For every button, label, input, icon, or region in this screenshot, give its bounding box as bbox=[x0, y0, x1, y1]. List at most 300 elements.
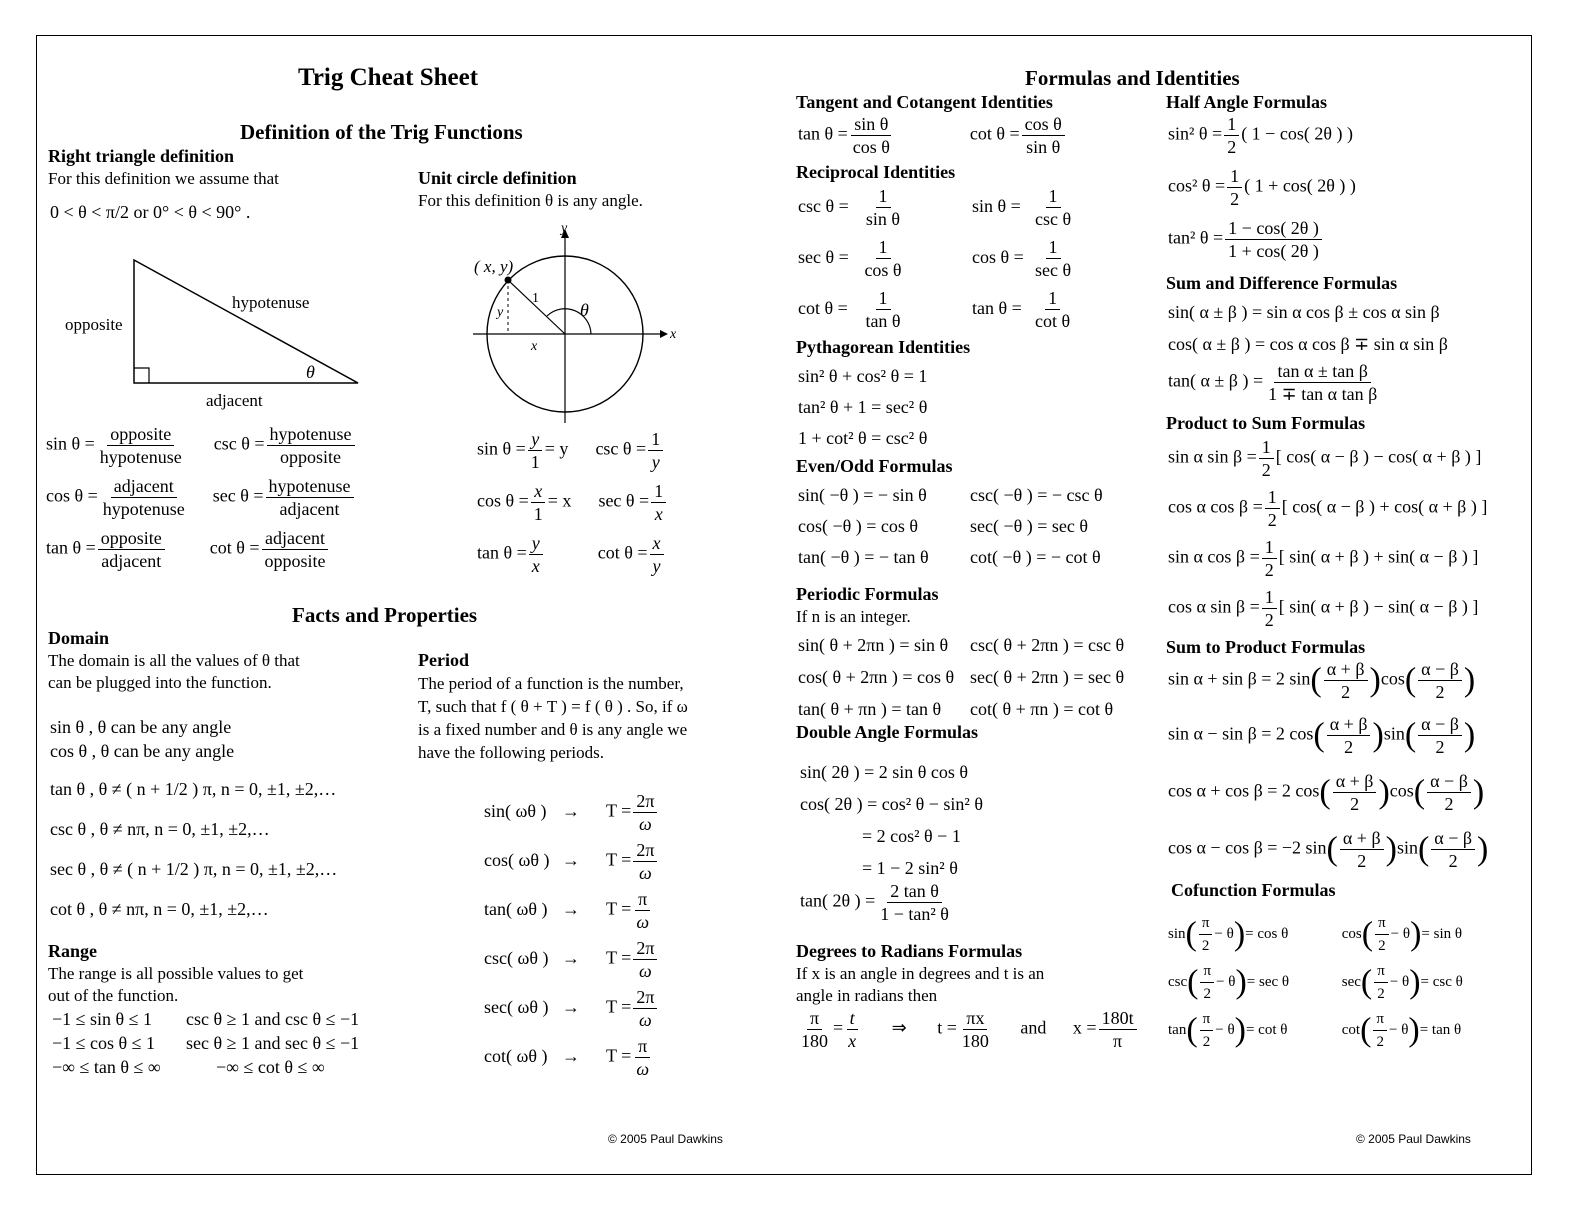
domain-list bbox=[50, 715, 337, 921]
denominator: π bbox=[1113, 1031, 1123, 1051]
periodic-row bbox=[798, 693, 1124, 725]
period-fn: csc( ωθ ) bbox=[484, 947, 549, 968]
fraction bbox=[1431, 827, 1475, 872]
fraction bbox=[97, 423, 185, 468]
numerator: 2 tan θ bbox=[887, 880, 942, 903]
period-row bbox=[484, 937, 659, 986]
period-row bbox=[484, 888, 659, 937]
deg-rad-text-line: If x is an angle in degrees and t is an bbox=[796, 964, 1045, 983]
fraction bbox=[100, 475, 188, 520]
denominator: csc θ bbox=[1035, 209, 1072, 229]
period-eq: T = bbox=[606, 800, 632, 821]
cofn-result: = csc θ bbox=[1420, 973, 1463, 990]
label-hypotenuse: hypotenuse bbox=[232, 293, 310, 312]
denominator: 2 bbox=[1357, 851, 1367, 871]
formula-right: csc( −θ ) = − csc θ bbox=[970, 485, 1103, 505]
ratio-fn: cot θ = bbox=[209, 537, 260, 558]
fraction bbox=[1374, 960, 1388, 1005]
pythagorean-row: sin² θ + cos² θ = 1 bbox=[798, 366, 928, 386]
formula-right: sec( −θ ) = sec θ bbox=[970, 516, 1089, 536]
sum-diff-row: sin( α ± β ) = sin α cos β ± cos α sin β bbox=[1168, 302, 1440, 322]
formula-left: t = bbox=[937, 1017, 957, 1038]
denominator: sec θ bbox=[1035, 260, 1072, 280]
range-row bbox=[52, 1055, 359, 1079]
fraction bbox=[1032, 236, 1074, 281]
even-odd-heading: Even/Odd Formulas bbox=[796, 456, 953, 476]
page-title: Trig Cheat Sheet bbox=[298, 64, 479, 91]
denominator: 2 bbox=[1267, 510, 1277, 530]
ratio-result: = x bbox=[547, 490, 572, 511]
arg-rest: − θ bbox=[1216, 973, 1236, 990]
fraction bbox=[1224, 113, 1239, 158]
formula-left: sin( θ + 2πn ) = sin θ bbox=[798, 635, 949, 655]
even-odd-row bbox=[798, 542, 1103, 573]
formula-left: sin² θ = bbox=[1168, 123, 1223, 144]
half-angle-row bbox=[1168, 113, 1356, 165]
identity-fn: tan θ = bbox=[972, 297, 1022, 318]
period-text bbox=[418, 672, 688, 764]
pythagorean-row: tan² θ + 1 = sec² θ bbox=[798, 397, 928, 417]
sum-diff-heading: Sum and Difference Formulas bbox=[1166, 273, 1398, 293]
numerator: 2π bbox=[633, 839, 657, 862]
equals: = bbox=[833, 1017, 844, 1038]
fraction bbox=[650, 532, 664, 577]
denominator: 2 bbox=[1202, 1034, 1211, 1050]
product-sum-row bbox=[1168, 436, 1487, 486]
fraction bbox=[1265, 486, 1280, 531]
fraction bbox=[850, 113, 893, 158]
numerator: 2π bbox=[633, 790, 657, 813]
numerator: adjacent bbox=[111, 475, 177, 498]
double-angle-list bbox=[800, 756, 983, 884]
cofn-result: = sin θ bbox=[1421, 925, 1463, 942]
period-eq: T = bbox=[606, 947, 632, 968]
fraction bbox=[1262, 536, 1277, 581]
unit-circle-heading: Unit circle definition bbox=[418, 168, 577, 188]
numerator: 1 bbox=[1046, 236, 1061, 259]
cofunction-row: csc( $\frac{\pi}{2}$ − θ)= sec θ sec( $\frac{\pi}{2}$ − θ)= csc θ bbox=[1168, 960, 1463, 1008]
domain-row: tan θ , θ ≠ ( n + 1/2 ) π, n = 0, ±1, ±2,… bbox=[50, 779, 337, 799]
denominator: 1 − tan² θ bbox=[880, 904, 949, 924]
numerator: π bbox=[1200, 1008, 1214, 1031]
sum-diff-row: cos( α ± β ) = cos α cos β ∓ sin α sin β bbox=[1168, 334, 1448, 354]
double-angle-row: = 1 − 2 sin² θ bbox=[862, 858, 958, 878]
cofunction-list bbox=[1168, 912, 1463, 1056]
sum-product-row: cos α + cos β = 2 cos( $\frac{\alpha + \beta}{2}$ )cos( $\frac{\alpha - \beta}{2}$ ) bbox=[1168, 771, 1485, 814]
formula-right: [ cos( α − β ) + cos( α + β ) ] bbox=[1281, 496, 1488, 517]
cofunction-heading: Cofunction Formulas bbox=[1171, 880, 1336, 900]
denominator: sin θ bbox=[1026, 137, 1061, 157]
unit-circle-ratios bbox=[477, 428, 668, 584]
ratio-row-tan bbox=[46, 527, 357, 579]
numerator: y bbox=[528, 428, 542, 451]
period-text-line: have the following periods. bbox=[418, 743, 605, 762]
deg-rad-text-line: angle in radians then bbox=[796, 986, 938, 1005]
numerator: α − β bbox=[1431, 827, 1475, 850]
denominator: 2 bbox=[1203, 986, 1212, 1002]
ratio-row-sin bbox=[46, 423, 357, 475]
half-angle-heading: Half Angle Formulas bbox=[1166, 92, 1327, 112]
cofn-left: sec bbox=[1341, 973, 1361, 990]
fraction bbox=[1333, 770, 1377, 815]
fraction bbox=[633, 986, 657, 1031]
denominator: x bbox=[654, 504, 663, 524]
denominator: y bbox=[652, 556, 661, 576]
domain-text bbox=[48, 650, 300, 694]
reciprocal-list bbox=[798, 185, 1076, 338]
identity-fn: cos θ = bbox=[972, 246, 1024, 267]
denominator: adjacent bbox=[101, 551, 162, 571]
sum-diff-list bbox=[1168, 296, 1448, 360]
numerator: π bbox=[1374, 960, 1388, 983]
range-right: sec θ ≥ 1 and sec θ ≤ −1 bbox=[186, 1033, 360, 1053]
arg-rest: − θ bbox=[1388, 1021, 1409, 1038]
denominator: 1 bbox=[530, 452, 540, 472]
formula-left: cos α + cos β = 2 cos bbox=[1168, 780, 1320, 801]
label-y-axis: y bbox=[561, 221, 568, 236]
product-sum-row bbox=[1168, 586, 1487, 636]
arrow-icon: → bbox=[562, 947, 580, 968]
periodic-text: If n is an integer. bbox=[796, 607, 911, 626]
formula-right: csc( θ + 2πn ) = csc θ bbox=[970, 635, 1125, 655]
fraction bbox=[1265, 360, 1380, 405]
ratio-fn: sin θ = bbox=[46, 433, 95, 454]
arg-rest: − θ bbox=[1215, 1021, 1235, 1038]
fraction bbox=[1373, 1008, 1387, 1053]
denominator: ω bbox=[636, 912, 650, 932]
sum-product-row: cos α − cos β = −2 sin( $\frac{\alpha + \beta}{2}$ )sin( $\frac{\alpha - \beta}{2}$ ) bbox=[1168, 828, 1489, 871]
numerator: π bbox=[1199, 912, 1213, 935]
cofunction-row: tan( $\frac{\pi}{2}$ − θ)= cot θ cot( $\frac{\pi}{2}$ − θ)= tan θ bbox=[1168, 1008, 1463, 1056]
numerator: π bbox=[807, 1007, 822, 1030]
numerator: opposite bbox=[107, 423, 174, 446]
numerator: π bbox=[635, 888, 650, 911]
denominator: opposite bbox=[280, 447, 342, 467]
fraction bbox=[529, 532, 543, 577]
x-axis-arrow bbox=[660, 330, 668, 338]
definitions-title: Definition of the Trig Functions bbox=[240, 120, 523, 144]
numerator: 1 bbox=[651, 480, 666, 503]
numerator: α − β bbox=[1418, 713, 1462, 736]
pythagorean-heading: Pythagorean Identities bbox=[796, 337, 971, 357]
fraction bbox=[1200, 1008, 1214, 1053]
formula-left: cos α sin β = bbox=[1168, 596, 1260, 617]
fraction bbox=[1324, 658, 1368, 703]
sum-product-row: sin α + sin β = 2 sin( $\frac{\alpha + \beta}{2}$ )cos( $\frac{\alpha - \beta}{2}$ ) bbox=[1168, 659, 1476, 702]
numerator: opposite bbox=[98, 527, 165, 550]
denominator: 2 bbox=[1377, 986, 1385, 1002]
numerator: π bbox=[1373, 1008, 1387, 1031]
arg-rest: − θ bbox=[1390, 925, 1411, 942]
range-left: −1 ≤ sin θ ≤ 1 bbox=[52, 1009, 153, 1029]
formula-right: [ sin( α + β ) + sin( α − β ) ] bbox=[1278, 546, 1479, 567]
fraction bbox=[633, 839, 657, 884]
period-fn: tan( ωθ ) bbox=[484, 898, 548, 919]
fraction bbox=[1418, 658, 1462, 703]
facts-title: Facts and Properties bbox=[292, 603, 478, 627]
denominator: 2 bbox=[1230, 189, 1240, 209]
period-eq: T = bbox=[606, 898, 632, 919]
fraction bbox=[858, 236, 908, 281]
numerator: α + β bbox=[1340, 827, 1384, 850]
domain-row: csc θ , θ ≠ nπ, n = 0, ±1, ±2,… bbox=[50, 819, 270, 839]
numerator: π bbox=[1375, 912, 1389, 935]
denominator: hypotenuse bbox=[102, 499, 185, 519]
denominator: ω bbox=[639, 1010, 652, 1030]
identity-fn: csc θ = bbox=[798, 195, 849, 216]
formula-mid: cos bbox=[1389, 780, 1414, 801]
formula-right: ( 1 + cos( 2θ ) ) bbox=[1244, 175, 1356, 196]
arg-rest: − θ bbox=[1214, 925, 1234, 942]
identity-fn: cot θ = bbox=[969, 123, 1020, 144]
period-row bbox=[484, 839, 659, 888]
label-theta: θ bbox=[306, 362, 315, 382]
domain-row: sec θ , θ ≠ ( n + 1/2 ) π, n = 0, ±1, ±2,… bbox=[50, 859, 338, 879]
denominator: tan θ bbox=[865, 311, 901, 331]
numerator: y bbox=[529, 532, 543, 555]
denominator: 180 bbox=[801, 1031, 828, 1051]
formula-right: sec( θ + 2πn ) = sec θ bbox=[970, 667, 1125, 687]
fraction bbox=[1032, 185, 1074, 230]
formula-mid: cos bbox=[1380, 668, 1405, 689]
right-triangle-ratios bbox=[46, 423, 357, 579]
range-left: −1 ≤ cos θ ≤ 1 bbox=[52, 1033, 156, 1053]
formula-right: [ cos( α − β ) − cos( α + β ) ] bbox=[1275, 446, 1482, 467]
denominator: 2 bbox=[1264, 610, 1274, 630]
ratio-fn: cos θ = bbox=[46, 485, 98, 506]
fraction bbox=[633, 1035, 652, 1080]
deg-rad-equation bbox=[796, 1007, 1139, 1052]
denominator: cos θ bbox=[864, 260, 902, 280]
label-y: y bbox=[497, 305, 504, 320]
period-fn: cos( ωθ ) bbox=[484, 849, 550, 870]
identity-fn: sin θ = bbox=[972, 195, 1021, 216]
periodic-row bbox=[798, 629, 1124, 661]
formula-right: [ sin( α + β ) − sin( α − β ) ] bbox=[1278, 596, 1479, 617]
numerator: t bbox=[847, 1007, 858, 1030]
range-text-line: out of the function. bbox=[48, 986, 179, 1005]
period-eq: T = bbox=[606, 1045, 632, 1066]
domain-row: sin θ , θ can be any angle bbox=[50, 717, 232, 737]
fraction bbox=[1099, 1007, 1137, 1052]
ratio-fn: cos θ = bbox=[477, 490, 529, 511]
fraction bbox=[1327, 713, 1371, 758]
double-angle-tan bbox=[800, 880, 954, 925]
ratio-row-cos bbox=[46, 475, 357, 527]
formulas-title: Formulas and Identities bbox=[1025, 66, 1240, 90]
range-heading: Range bbox=[48, 941, 97, 961]
and-text: and bbox=[1020, 1017, 1047, 1038]
period-heading: Period bbox=[418, 650, 469, 670]
cofn-left: csc bbox=[1168, 973, 1188, 990]
range-text bbox=[48, 963, 303, 1007]
even-odd-row bbox=[798, 480, 1103, 511]
period-fn: sec( ωθ ) bbox=[484, 996, 549, 1017]
right-triangle-diagram bbox=[60, 250, 380, 420]
formula-left: cos α cos β = bbox=[1168, 496, 1263, 517]
fraction bbox=[267, 423, 355, 468]
denominator: ω bbox=[639, 863, 652, 883]
fraction bbox=[1427, 770, 1471, 815]
denominator: ω bbox=[639, 814, 652, 834]
periodic-list bbox=[798, 629, 1124, 725]
period-fn: sin( ωθ ) bbox=[484, 800, 547, 821]
range-left: −∞ ≤ tan θ ≤ ∞ bbox=[52, 1057, 161, 1077]
product-sum-list bbox=[1168, 436, 1487, 636]
numerator: 1 bbox=[1265, 486, 1280, 509]
half-angle-list bbox=[1168, 113, 1356, 262]
tan-cot-heading: Tangent and Cotangent Identities bbox=[796, 92, 1053, 112]
cofn-result: = cos θ bbox=[1245, 925, 1289, 942]
ratio-fn: csc θ = bbox=[595, 438, 647, 459]
right-triangle-text: For this definition we assume that bbox=[48, 169, 279, 188]
denominator: adjacent bbox=[279, 499, 340, 519]
denominator: 2 bbox=[1444, 794, 1454, 814]
label-x-axis: x bbox=[670, 327, 677, 342]
fraction bbox=[633, 888, 652, 933]
fraction bbox=[531, 480, 546, 525]
domain-row: cot θ , θ ≠ nπ, n = 0, ±1, ±2,… bbox=[50, 899, 269, 919]
right-angle-mark bbox=[134, 368, 149, 383]
sum-diff-tan bbox=[1168, 360, 1382, 405]
numerator: 1 bbox=[876, 236, 891, 259]
cofn-result: = sec θ bbox=[1246, 973, 1290, 990]
domain-text-line: The domain is all the values of θ that bbox=[48, 651, 300, 670]
ratio-fn: sin θ = bbox=[477, 438, 526, 459]
reciprocal-heading: Reciprocal Identities bbox=[796, 162, 956, 182]
formula-left: tan( −θ ) = − tan θ bbox=[798, 547, 929, 567]
identity-fn: cot θ = bbox=[798, 297, 848, 318]
fraction bbox=[1200, 960, 1214, 1005]
cofn-result: = tan θ bbox=[1419, 1021, 1462, 1038]
range-right: −∞ ≤ cot θ ≤ ∞ bbox=[216, 1057, 325, 1077]
period-list bbox=[484, 790, 659, 1084]
half-angle-row bbox=[1168, 165, 1356, 217]
sum-product-heading: Sum to Product Formulas bbox=[1166, 637, 1366, 657]
product-sum-heading: Product to Sum Formulas bbox=[1166, 413, 1366, 433]
formula-left: sin( −θ ) = − sin θ bbox=[798, 485, 927, 505]
arrow-icon: → bbox=[562, 898, 580, 919]
denominator: 2 bbox=[1435, 737, 1445, 757]
numerator: 1 bbox=[1262, 536, 1277, 559]
numerator: x bbox=[531, 480, 545, 503]
cofn-left: sin bbox=[1168, 925, 1186, 942]
numerator: α + β bbox=[1333, 770, 1377, 793]
period-eq: T = bbox=[606, 996, 632, 1017]
period-eq: T = bbox=[606, 849, 632, 870]
formula-right: cot( −θ ) = − cot θ bbox=[970, 547, 1101, 567]
denominator: 1 bbox=[533, 504, 543, 524]
period-text-line: T, such that f ( θ + T ) = f ( θ ) . So, if ω bbox=[418, 697, 688, 716]
radius-line bbox=[508, 280, 565, 334]
fraction bbox=[858, 185, 908, 230]
numerator: 1 bbox=[1259, 436, 1274, 459]
numerator: x bbox=[650, 532, 664, 555]
formula-left: cos( −θ ) = cos θ bbox=[798, 516, 919, 536]
numerator: 2π bbox=[633, 986, 657, 1009]
double-angle-heading: Double Angle Formulas bbox=[796, 722, 979, 742]
numerator: 1 − cos( 2θ ) bbox=[1225, 217, 1322, 240]
formula-left: sin α sin β = bbox=[1168, 446, 1257, 467]
numerator: 1 bbox=[1046, 185, 1061, 208]
formula-left: sin α − sin β = 2 cos bbox=[1168, 723, 1314, 744]
denominator: 2 bbox=[1376, 1034, 1384, 1050]
deg-rad-heading: Degrees to Radians Formulas bbox=[796, 941, 1023, 961]
label-opposite: opposite bbox=[65, 315, 123, 334]
fraction bbox=[528, 428, 543, 473]
fraction bbox=[262, 527, 329, 572]
unit-row-sin bbox=[477, 428, 668, 480]
cofn-left: tan bbox=[1168, 1021, 1187, 1038]
numerator: 1 bbox=[1224, 113, 1239, 136]
range-row bbox=[52, 1031, 359, 1055]
numerator: hypotenuse bbox=[267, 423, 355, 446]
reciprocal-row bbox=[798, 185, 1076, 236]
ratio-fn: sec θ = bbox=[212, 485, 264, 506]
double-angle-row: sin( 2θ ) = 2 sin θ cos θ bbox=[800, 762, 969, 782]
periodic-row bbox=[798, 661, 1124, 693]
numerator: πx bbox=[963, 1007, 987, 1030]
denominator: 2 bbox=[1350, 794, 1360, 814]
fraction bbox=[877, 880, 952, 925]
formula-mid: sin bbox=[1396, 837, 1418, 858]
formula-left: tan( α ± β ) = bbox=[1168, 370, 1264, 391]
numerator: cos θ bbox=[1022, 113, 1065, 136]
numerator: 2π bbox=[633, 937, 657, 960]
formula-left: tan( θ + πn ) = tan θ bbox=[798, 699, 942, 719]
denominator: 2 bbox=[1448, 851, 1458, 871]
unit-row-cos bbox=[477, 480, 668, 532]
ratio-fn: sec θ = bbox=[598, 490, 650, 511]
fraction bbox=[959, 1007, 992, 1052]
formula-right: cot( θ + πn ) = cot θ bbox=[970, 699, 1114, 719]
denominator: 2 bbox=[1261, 460, 1271, 480]
denominator: 2 bbox=[1201, 938, 1210, 954]
fraction bbox=[633, 790, 657, 835]
numerator: hypotenuse bbox=[266, 475, 354, 498]
fraction bbox=[1262, 586, 1277, 631]
ratio-fn: cot θ = bbox=[597, 542, 648, 563]
copyright-left: © 2005 Paul Dawkins bbox=[608, 1132, 723, 1146]
numerator: π bbox=[635, 1035, 650, 1058]
double-angle-row: cos( 2θ ) = cos² θ − sin² θ bbox=[800, 794, 983, 814]
denominator: 2 bbox=[1378, 938, 1386, 954]
implies-icon: ⇒ bbox=[891, 1017, 907, 1038]
ratio-fn: tan θ = bbox=[477, 542, 527, 563]
fraction bbox=[798, 1007, 831, 1052]
denominator: 180 bbox=[961, 1031, 989, 1051]
cofn-left: cos bbox=[1341, 925, 1362, 942]
domain-heading: Domain bbox=[48, 628, 110, 648]
numerator: 1 bbox=[876, 287, 891, 310]
even-odd-row bbox=[798, 511, 1103, 542]
numerator: 1 bbox=[1045, 287, 1060, 310]
period-row bbox=[484, 986, 659, 1035]
even-odd-list bbox=[798, 480, 1103, 573]
formula-left: tan( 2θ ) = bbox=[800, 890, 876, 911]
fraction bbox=[1022, 113, 1065, 158]
range-right: csc θ ≥ 1 and csc θ ≤ −1 bbox=[186, 1009, 360, 1029]
ratio-fn: tan θ = bbox=[46, 537, 96, 558]
numerator: sin θ bbox=[851, 113, 891, 136]
fraction bbox=[1259, 436, 1274, 481]
unit-circle-text: For this definition θ is any angle. bbox=[418, 191, 643, 210]
sum-product-row: sin α − sin β = 2 cos( $\frac{\alpha + \beta}{2}$ )sin( $\frac{\alpha - \beta}{2}$ ) bbox=[1168, 714, 1476, 757]
tan-cot-row bbox=[798, 113, 1067, 158]
cofunction-row: sin( $\frac{\pi}{2}$ − θ)= cos θ cos( $\frac{\pi}{2}$ − θ)= sin θ bbox=[1168, 912, 1463, 960]
sum-product-list bbox=[1168, 658, 1488, 884]
fraction bbox=[648, 428, 663, 473]
